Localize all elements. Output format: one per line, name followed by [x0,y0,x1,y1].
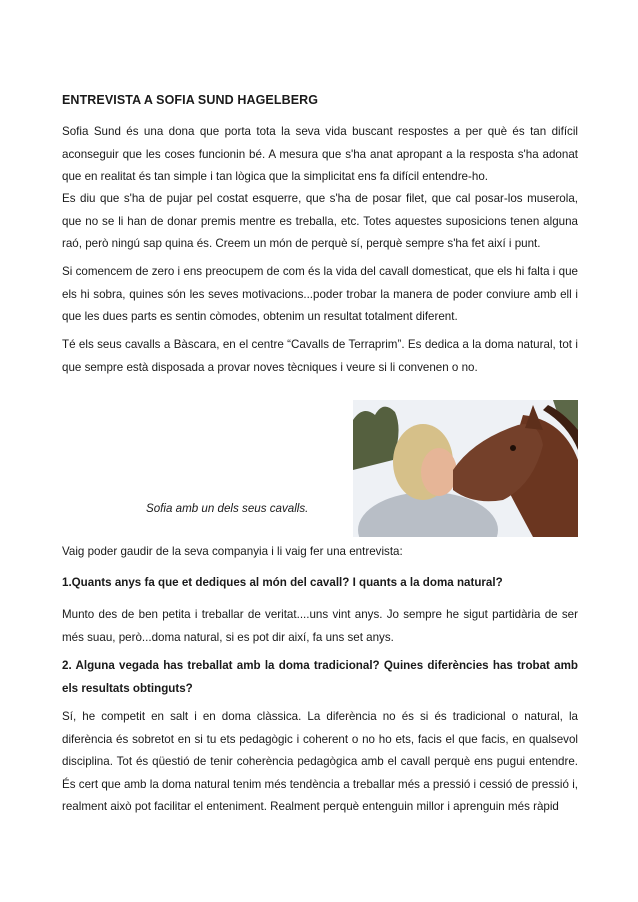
answer-2: Sí, he competit en salt i en doma clàssica. La diferència no és si és tradicional o natural, la diferència és sobretot en si tu ets pedagògic i coherent o no ho ets, facis el que facis, en qualsevol disciplina. Tot és qüestió de tenir coherència pedagògica amb el cavall perquè ens pugui entendre. És cert que amb la doma natural tenim més tendència a treballar més a pressió i cessió de pressió i, realment això pot facilitar el enteniment. Realment perquè entenguin millor i aprenguin més ràpid [62,710,578,813]
question-1: 1.Quants anys fa que et dediques al món del cavall? I quants a la doma natural? [62,576,503,589]
paragraph-intro-3: Si comencem de zero i ens preocupem de com és la vida del cavall domesticat, que els hi falta i que els hi sobra, quines són les seves motivacions...poder trobar la manera de poder conviure amb ell i que les dues parts es sentin còmodes, obtenim un resultat totalment diferent. [62,265,578,323]
photo-caption: Sofia amb un dels seus cavalls. [146,502,309,515]
question-2: 2. Alguna vegada has treballat amb la doma tradicional? Quines diferències has trobat amb els resultats obtinguts? [62,659,578,695]
paragraph-interview-intro: Vaig poder gaudir de la seva companyia i li vaig fer una entrevista: [62,545,403,558]
paragraph-intro-2: Es diu que s'ha de pujar pel costat esquerre, que s'ha de posar filet, que cal posar-los muserola, que no se li han de donar premis mentre es treballa, etc. Totes aquestes suposicions tenen alguna raó, però ningú sap quina és. Creem un món de perquè sí, perquè sempre s'ha fet així i punt. [62,192,578,250]
paragraph-intro-4: Té els seus cavalls a Bàscara, en el centre “Cavalls de Terraprim”. Es dedica a la doma natural, tot i que sempre està disposada a provar noves tècniques i veure si li convenen o no. [62,338,578,374]
photo-sofia-with-horse [353,400,578,537]
document-title: ENTREVISTA A SOFIA SUND HAGELBERG [62,93,319,107]
photo-horse-eye [510,445,516,451]
photo-illustration [353,400,578,537]
paragraph-intro-1: Sofia Sund és una dona que porta tota la seva vida buscant respostes a per què és tan difícil aconseguir que les coses funcionin bé. A mesura que s'ha anat apropant a la resposta s'ha adonat que en realitat és tan simple i tan lògica que la simplicitat ens fa difícil entendre-ho. [62,125,578,183]
photo-face [421,448,457,496]
answer-1: Munto des de ben petita i treballar de veritat....uns vint anys. Jo sempre he sigut partidària de ser més suau, però...doma natural, si es pot dir així, fa uns set anys. [62,608,578,644]
